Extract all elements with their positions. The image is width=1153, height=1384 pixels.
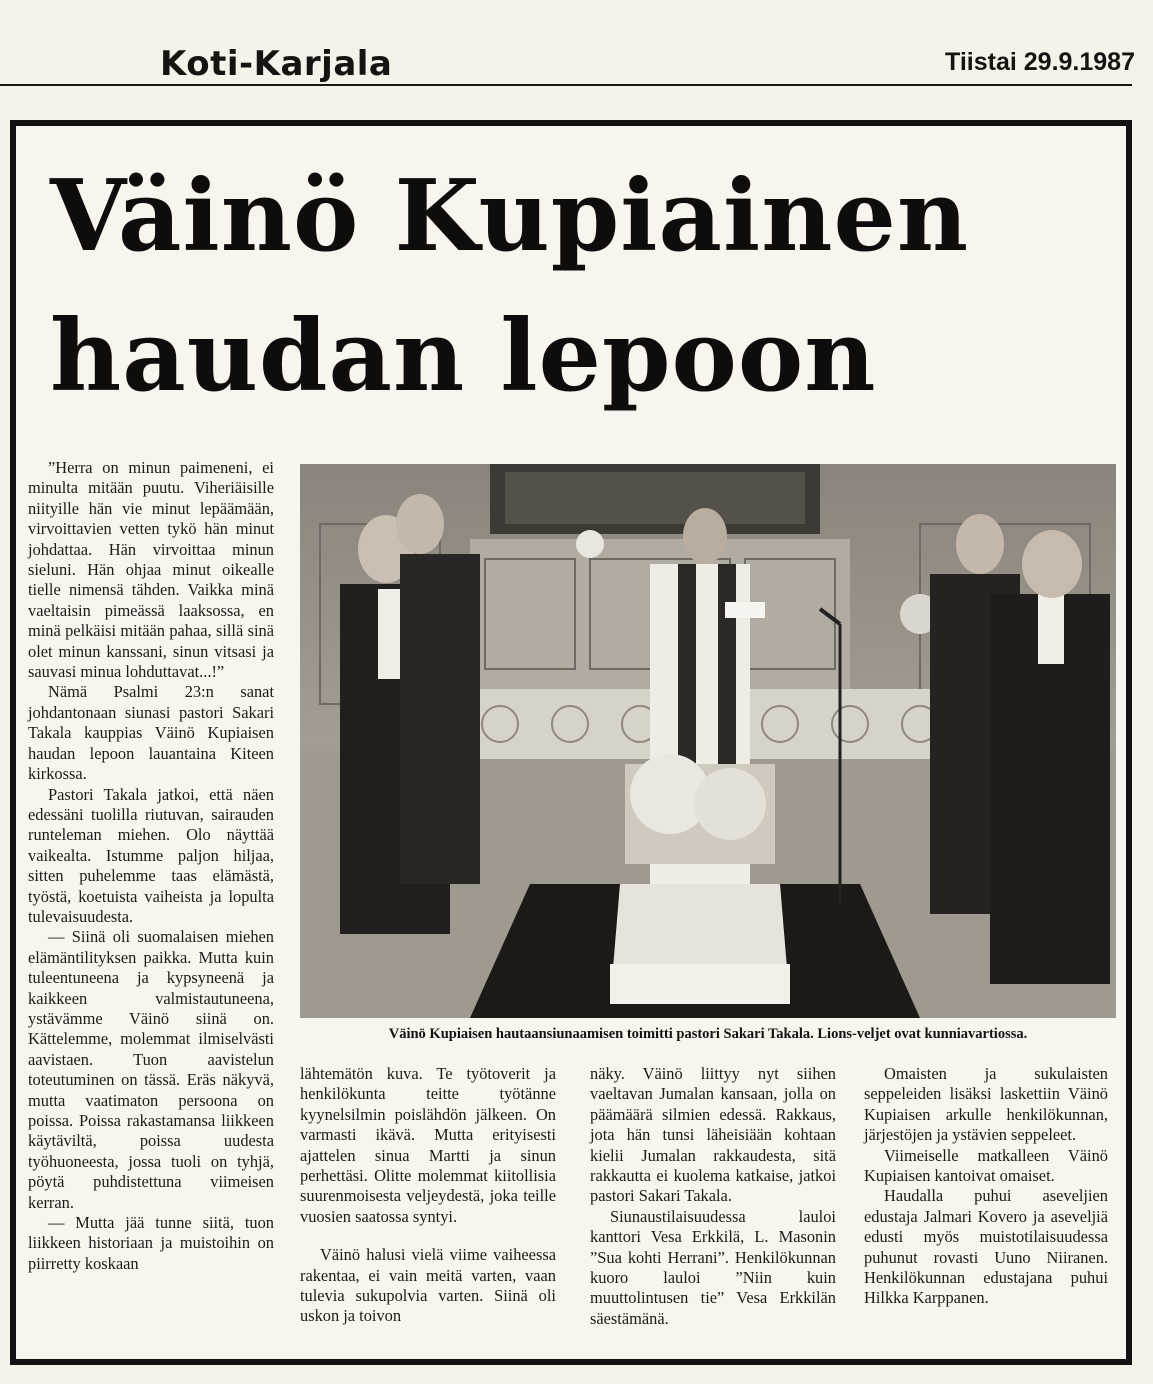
body-column-4 [864,1064,1108,1309]
masthead-rule [0,84,1132,86]
paragraph: — Mutta jää tunne siitä, tuon liikkeen historiaan ja muistoihin on piirretty koskaan [28,1213,274,1273]
funeral-photo [300,464,1116,1018]
paragraph: Haudalla puhui aseveljien edustaja Jalmari Kovero ja aseveljiä edusti myös muistotilaisuudessa puhunut rovasti Uuno Niiranen. Henkilökunnan edustajana puhui Hilkka Karppanen. [864,1186,1108,1308]
paragraph: lähtemätön kuva. Te työtoverit ja henkilökunta teitte työtänne kyynelsilmin poislähdön jälkeen. On varmasti ikävä. Mutta erityisesti ajattelen sinua Martti ja sinun perhettäsi. Olitte molemmat kiitollisia suurenmoisesta veljeydestä, joka teille vuosien saatossa syntyi. [300,1064,556,1226]
photo-caption: Väinö Kupiaisen hautaansiunaamisen toimitti pastori Sakari Takala. Lions-veljet ovat kunniavartiossa. [388,1026,1028,1042]
paragraph: Viimeiselle matkalleen Väinö Kupiaisen kantoivat omaiset. [864,1145,1108,1186]
paragraph: ”Herra on minun paimeneni, ei minulta mitään puutu. Viheriäisille niityille hän vie minut lepäämään, virvoittavien vetten tykö hän minut johdattaa. Hän virvoittaa minun sieluni. Hän ohjaa minut oikealle tielle nimensä tähden. Vaikka minä vaeltaisin pimeässä laaksossa, en minä pelkäisi mitään pahaa, sillä sinä olet minun kanssani, sinun vitsasi ja sauvasi minua lohduttavat...!” [28,458,274,682]
paragraph: Omaisten ja sukulaisten seppeleiden lisäksi laskettiin Väinö Kupiaisen arkulle henkilökunnan, järjestöjen ja ystävien seppeleet. [864,1064,1108,1145]
publication-name: Koti-Karjala [160,44,393,84]
paragraph: — Siinä oli suomalaisen miehen elämäntilityksen paikka. Mutta kuin tuleentuneena ja kypsyneenä ja kaikkeen valmistautuneena, ystävämme Väinö siinä on. Kättelemme, molemmat ilmiselvästi aavistaen. Tuon aavistelun toteutuminen on tässä. Eräs näkyvä, mutta vaatimaton persoona on poissa. Poissa rakastamansa liikkeen käytäviltä, poissa uudesta työhuoneesta, jossa tuoli on tyhjä, pöytä puhdistettuna viimeisen kerran. [28,927,274,1212]
body-column-3 [590,1064,836,1329]
body-column-1 [28,458,274,1274]
paragraph: Pastori Takala jatkoi, että näen edessäni tuolilla riutuvan, sairauden runteleman miehen. Olo näyttää vaikealta. Istumme paljon hiljaa, sitten puhelemme taas elämästä, työstä, koetuista vaiheista ja lopulta tulevaisuudesta. [28,784,274,926]
paragraph: Nämä Psalmi 23:n sanat johdantonaan siunasi pastori Sakari Takala kauppias Väinö Kupiaisen haudan lepoon lauantaina Kiteen kirkossa. [28,682,274,784]
paragraph: Väinö halusi vielä viime vaiheessa rakentaa, ei vain meitä varten, vaan tulevia sukupolvia varten. Siinä oli uskon ja toivon [300,1245,556,1326]
paragraph: Siunaustilaisuudessa lauloi kanttori Vesa Erkkilä, L. Masonin ”Sua kohti Herrani”. Henkilökunnan kuoro lauloi ”Niin kuin muuttolintusen tie” Vesa Erkkilän säestämänä. [590,1206,836,1328]
headline-line-2: haudan lepoon [50,299,877,414]
paragraph: näky. Väinö liittyy nyt siihen vaeltavan Jumalan kansaan, jolla on päämäärä silmien edessä. Rakkaus, jota hän tunsi läheisiään kohtaan kielii Jumalan rakkaudesta, sitä rakkautta ei kuolema katkaise, jatkoi pastori Sakari Takala. [590,1064,836,1206]
headline-line-1: Väinö Kupiainen [50,159,970,274]
issue-date: Tiistai 29.9.1987 [945,48,1135,76]
body-column-2 [300,1064,556,1327]
